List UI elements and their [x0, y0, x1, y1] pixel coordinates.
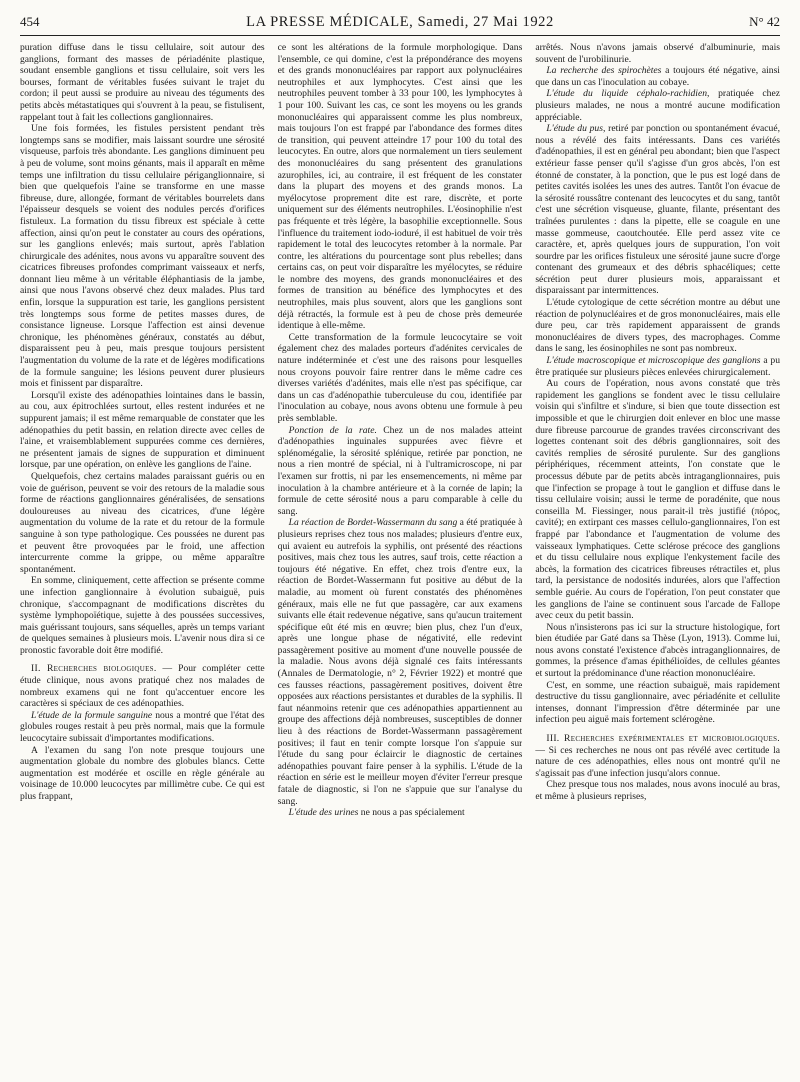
- paragraph-text: arrêtés. Nous n'avons jamais observé d'albuminurie, mais souvent de l'urobilinurie.: [535, 42, 780, 65]
- paragraph-text: a toujours été négative, ainsi que dans un cas l'inoculation au cobaye.: [535, 65, 780, 88]
- paragraph-text: , retiré par ponction ou spontanément évacué, nous a révélé des faits intéressants. Dans ces variétés d'adénopathies, il est en général peu abondant; bien que l'aspect extérieur fasse penser qu'il s'agisse d'un gros abcès, l'on est étonné de constater, à la ponction, que le pus est logé dans de petites cavités isolées les unes des autres. Tantôt l'on évacue de la sérosité roussâtre contenant des leucocytes et du sang, tantôt c'est une sécrétion visqueuse, gluante, filante, présentant des traînées purulentes : dans la pipette, elle se coagule en une masse gommeuse, caoutchoutée. Elle perd assez vite ce caractère, et, après quelques jours de suppuration, l'on voit sourdre par les orifices fistuleux une sérosité jaune sucre d'orge contenant des grumeaux et des débris sphacéliques; cette sécrétion peut durer plusieurs mois, apparaissant et disparaissant par intermittences.: [535, 123, 780, 297]
- paragraph-text: Une fois formées, les fistules persistent pendant très longtemps sans se modifier, mais laissant sourdre une sérosité visqueuse, parfois très abondante. Les ganglions diminuent peu à peu de volume, sont moins génants, mais il apparaît en même temps une infiltration du tissu cellulaire périganglionnaire, si bien que quelquefois l'aine se transforme en une masse fibreuse, dure, allongée, formant de véritables bourrelets dans l'épaisseur desquels se voient des nodules percés d'orifices fistuleux. La formation du tissu fibreux est spéciale à cette affection, ainsi qu'on peut le constater au cours des opérations, sur les ganglions enlevés; mais surtout, après l'ablation chirurgicale des adénites, nous avons vu apparaître souvent des cicatrices fibreuses profondes comprimant vaisseaux et nerfs, donnant lieu même à un véritable éléphantiasis de la jambe, ainsi que nous l'avons observé chez deux malades. Plus tard enfin, lorsque la suppuration est tarie, les ganglions persistent très longtemps sous forme de petites masses dures, de consistance ligneuse. Lorsque l'affection est ainsi devenue chronique, les phénomènes généraux, constatés au début, disparaissent peu à peu, mais presque toujours persistent l'augmentation du volume de la rate et de légères modifications de la formule sanguine; les lésions peuvent durer plusieurs mois et finissent par disparaître.: [20, 123, 265, 390]
- paragraph-text: a été pratiquée à plusieurs reprises chez tous nos malades; plusieurs d'entre eux, qui avaient eu autrefois la syphilis, ont présenté des réactions positives, mais chez tous les autres, sauf trois, cette réaction a toujours été négative. En effet, chez trois d'entre eux, la réaction de Bordet-Wassermann fut positive au début de la maladie, au moment où furent constatés des phénomènes généraux, mais elle ne fut que passagère, car aux examens suivants elle était redevenue négative, sans qu'aucun traitement spécifique eût été mis en œuvre; bien plus, chez l'un d'eux, après une longue phase de négativité, elle redevint passagèrement positive au moment d'une nouvelle poussée de la maladie. Nous avons déjà signalé ces faits intéressants (Annales de Dermatologie, n° 2, Février 1922) et montré que ces fausses réactions, passagèrement positives, doivent être opposées aux réactions persistantes et durables de la syphilis. Il faut néanmoins retenir que ces adénopathies appartiennent au groupe des affections déjà nombreuses, susceptibles de donner lieu à des réactions de Bordet-Wassermann passagèrement positives; il faut en tenir compte lorsque l'on s'appuie sur l'étude du sang pour éclaircir le diagnostic de certaines adénopathies pouvant faire penser à la syphilis. L'étude de la réaction en série est le meilleur moyen d'éviter l'erreur presque fatale de diagnostic, si l'on ne s'appuie que sur l'analyse du sang.: [277, 517, 523, 807]
- paragraph-text: A l'examen du sang l'on note presque toujours une augmentation globale du nombre des globules blancs. Cette augmentation est modérée et oscille en règle générale au voisinage de 10.000 leucocytes par millimètre cube. Ce qui est plus frappant,: [20, 744, 265, 802]
- paragraph-text: Chez presque tous nos malades, nous avons inoculé au bras, et même à plusieurs reprises,: [535, 779, 780, 802]
- paragraph-text: Cette transformation de la formule leucocytaire se voit également chez des malades porteurs d'adénites cervicales de nature indéterminée et c'est une des raisons pour lesquelles nous croyons pouvoir faire rentrer dans le même cadre ces diverses variétés d'adénites, mais elle n'est pas spécifique, car dans un cas d'adénopathie tuberculeuse du cou, identifiée par l'inoculation au cobaye, nous avons obtenu une formule à peu près semblable.: [277, 331, 523, 424]
- paragraph-text: , pratiquée chez plusieurs malades, ne nous a montré aucune modification appréciable.: [535, 88, 780, 123]
- paragraph-text: puration diffuse dans le tissu cellulaire, soit autour des ganglions, formant des masses de périadénite plastique, soudant ensemble ganglions et tissu cellulaire, soit vers les bourses, formant de véritables fusées suivant le trajet du cordon; il peut aussi se produire au niveau des téguments des petits abcès métastatiques qui s'ouvrent à la peau, se fistulisent, rappelant tout à fait les collections ganglionnaires.: [20, 42, 265, 123]
- paragraph: [278, 807, 523, 819]
- paragraph: [20, 123, 265, 390]
- paragraph-lead: L'étude de la formule sanguine: [31, 709, 153, 721]
- paragraph: [535, 779, 780, 802]
- article-columns: [20, 42, 780, 1077]
- paragraph: [278, 425, 523, 518]
- paragraph-lead: La réaction de Bordet-Wassermann du sang: [288, 517, 458, 529]
- paragraph-lead: L'étude du pus: [546, 123, 603, 135]
- paragraph: [535, 622, 780, 680]
- paragraph: [535, 88, 780, 123]
- column-2: [278, 42, 523, 1077]
- paragraph: [20, 390, 265, 471]
- paragraph: [20, 42, 265, 123]
- paragraph-text: L'étude cytologique de cette sécrétion montre au début une réaction de polynucléaires et de gros mononucléaires, mais elle dure peu, car très rapidement apparaissent de grands mononucléaires de divers types, des macrophages. Comme dans le sang, les éosinophiles ne sont pas nombreux.: [535, 297, 780, 355]
- paragraph: [20, 471, 265, 575]
- section-paragraph: [20, 663, 265, 709]
- paragraph: [535, 378, 780, 621]
- paragraph-text: nous a montré que l'état des globules rouges restait à peu près normal, mais que la formule leucocytaire subissait d'importantes modifications.: [20, 709, 265, 745]
- paragraph-text: Lorsqu'il existe des adénopathies lointaines dans le bassin, au cou, aux épitrochlées surtout, elles restent indurées et ne suppurent jamais; il est même remarquable de constater que les adénopathies du petit bassin, en relation directe avec celles de l'aine, et vraisemblablement suppurées comme ces dernières, ne présentent jamais de signes de suppuration et diminuent lorsque, par une opération, on enlève les ganglions de l'aine.: [20, 389, 265, 471]
- running-header: [20, 14, 780, 36]
- section-heading: III. Recherches expérimentales et microbiologiques.: [546, 733, 780, 745]
- paragraph-text: Nous n'insisterons pas ici sur la structure histologique, fort bien étudiée par Gaté dans sa Thèse (Lyon, 1913). Comme lui, nous avons constaté l'existence d'abcès intraganglionnaires, de gommes, la présence d'amas épithélioïdes, de cellules géantes et surtout la prédominance d'une réaction mononucléaire.: [535, 621, 780, 680]
- paragraph-lead: Ponction de la rate.: [288, 424, 377, 436]
- section-text: — Si ces recherches ne nous ont pas révélé avec certitude la nature de ces adénopathies, elles nous ont montré qu'il ne s'agissait pas d'une infection jusqu'alors connue.: [535, 744, 780, 779]
- paragraph: [535, 65, 780, 88]
- paragraph: [20, 575, 265, 656]
- paragraph-text: En somme, cliniquement, cette affection se présente comme une infection ganglionnaire à évolution subaiguë, puis chronique, s'accompagnant de modifications discrètes du système lymphopoïétique, sujette à des poussées successives, mais guérissant toujours, sans séquelles, après un temps variant de quelques semaines à plusieurs mois. L'avenir nous dira si ce pronostic favorable doit être modifié.: [20, 575, 265, 656]
- paragraph: [20, 710, 265, 745]
- paragraph: [535, 355, 780, 378]
- paragraph-lead: La recherche des spirochètes: [546, 65, 662, 77]
- section-heading: II. Recherches biologiques.: [31, 663, 157, 675]
- paragraph: [535, 297, 780, 355]
- paragraph: [278, 332, 523, 425]
- paragraph: [20, 745, 265, 803]
- paragraph: [535, 42, 780, 65]
- section-paragraph: [535, 733, 780, 779]
- paragraph: [535, 680, 780, 726]
- issue-number: N° 42: [749, 14, 780, 29]
- paragraph-text: a pu être pratiquée sur plusieurs pièces enlevées chirurgicalement.: [535, 355, 780, 378]
- paragraph-text: C'est, en somme, une réaction subaiguë, mais rapidement destructive du tissu ganglionnaire, avec périadénite et cellulite intenses, donnant l'impression d'être déterminée par une infection peu aiguë mais fortement sclérogène.: [535, 679, 780, 726]
- paragraph-text: Quelquefois, chez certains malades paraissant guéris ou en voie de guérison, peuvent se voir des retours de la maladie sous forme de réactions ganglionnaires généralisées, de sensations douloureuses au niveau des cicatrices, d'une légère augmentation du volume de la rate et du retour de la formule sanguine à son type pathologique. Ces poussées ne durent pas et peuvent être provoquées par le froid, une affection intercurrente comme la grippe, ou même apparaître spontanément.: [20, 470, 265, 575]
- paragraph: [278, 42, 523, 332]
- section-text: — Pour compléter cette étude clinique, nous avons pratiqué chez nos malades de nombreux examens qui ne font qu'accentuer encore les caractères si spéciaux de ces adénopathies.: [20, 663, 265, 710]
- paragraph: [535, 123, 780, 297]
- paragraph-text: ce sont les altérations de la formule morphologique. Dans l'ensemble, ce qui domine, c'est la prépondérance des moyens et des grands mononucléaires par rapport aux polynucléaires neutrophiles et aux lymphocytes. C'est ainsi que les neutrophiles peuvent tomber à 33 pour 100, les lymphocytes à 1 pour 100. Suivant les cas, ce sont les moyens ou les grands mononucléaires qui apparaissent comme les plus nombreux, mais toujours l'on est frappé par l'abondance des formes dites de transition, qui peuvent atteindre 17 pour 100 du total des leucocytes. En outre, alors que normalement un tiers seulement des mononucléaires du sang présentent des granulations azurophiles, ici, au contraire, il est fréquent de les constater dans la plupart des moyens et des grands monos. La myélocytose proprement dite est rare, discrète, et porte uniquement sur des éléments neutrophiles. L'éosinophilie n'est pas fréquente et très légère, la basophilie exceptionnelle. Sous l'influence du traitement iodo-ioduré, il est habituel de voir très rapidement le total des leucocytes retomber à la normale. Par contre, les altérations du pourcentage sont plus rebelles; dans certains cas, on peut voir disparaître les myélocytes, se réduire le nombre des moyens, des grands mononucléaires et des formes de transition au bénéfice des lymphocytes et des neutrophiles, mais plus souvent, alors que les ganglions sont déjà rétractés, la formule est à peu de chose près demeurée identique à elle-même.: [277, 42, 523, 332]
- paragraph: [278, 517, 523, 807]
- paragraph-text: Au cours de l'opération, nous avons constaté que très rapidement les ganglions se fondent avec le tissu cellulaire voisin qui s'infiltre et s'indure, si bien que toute dissection est impossible et que le chirurgien doit enlever en bloc une masse dure fibreuse parcourue de grandes travées circonscrivant des logettes contenant soit des débris ganglionnaires, soit des cavités remplies de sérosité purulente. Sur des ganglions périphériques, récemment atteints, l'on constate que le processus débute par de petits abcès intraganglionnaires, puis que l'infection se propage à tout le ganglion et diffuse dans le tissu cellulaire voisin; aussi le terme de poradénite, que nous conseilla M. Fiessinger, nous parait-il très justifié (πόρος, cavité); en extirpant ces masses cellulo-ganglionnaires, l'on est frappé par l'abondance et l'augmentation de volume des vaisseaux lymphatiques. Cette sclérose précoce des ganglions et du tissu cellulaire nous explique l'enkystement facile des abcès, la formation des cicatrices fibreuses rétractiles et, plus tard, la persistance de nodosités indurées, alors que l'affection semble guérie. Au cours de l'opération, l'on peut constater que les ganglions de l'aine se continuent sous l'arcade de Fallope avec ceux du petit bassin.: [535, 378, 780, 622]
- journal-title: LA PRESSE MÉDICALE, Samedi, 27 Mai 1922: [246, 14, 554, 30]
- page-number: 454: [20, 14, 40, 29]
- paragraph-lead: L'étude macroscopique et microscopique des ganglions: [546, 355, 761, 367]
- paragraph-text: ne nous a pas spécialement: [358, 807, 465, 819]
- paragraph-lead: L'étude du liquide céphalo-rachidien: [546, 88, 708, 100]
- paragraph-text: Chez un de nos malades atteint d'adénopathies inguinales suppurées avec fièvre et splénomégalie, la sérosité splénique, retirée par ponction, ne nous a rien montré de spécial, ni à l'ultramicroscope, ni par l'examen sur frottis, ni par les ensemencements, ni même par inoculation à la chambre antérieure et à la cornée de lapin; la formule de cette sérosité nous a paru comparable à celle du sang.: [277, 424, 523, 517]
- column-1: [20, 42, 265, 1077]
- paragraph-lead: L'étude des urines: [288, 807, 359, 819]
- column-3: [535, 42, 780, 1077]
